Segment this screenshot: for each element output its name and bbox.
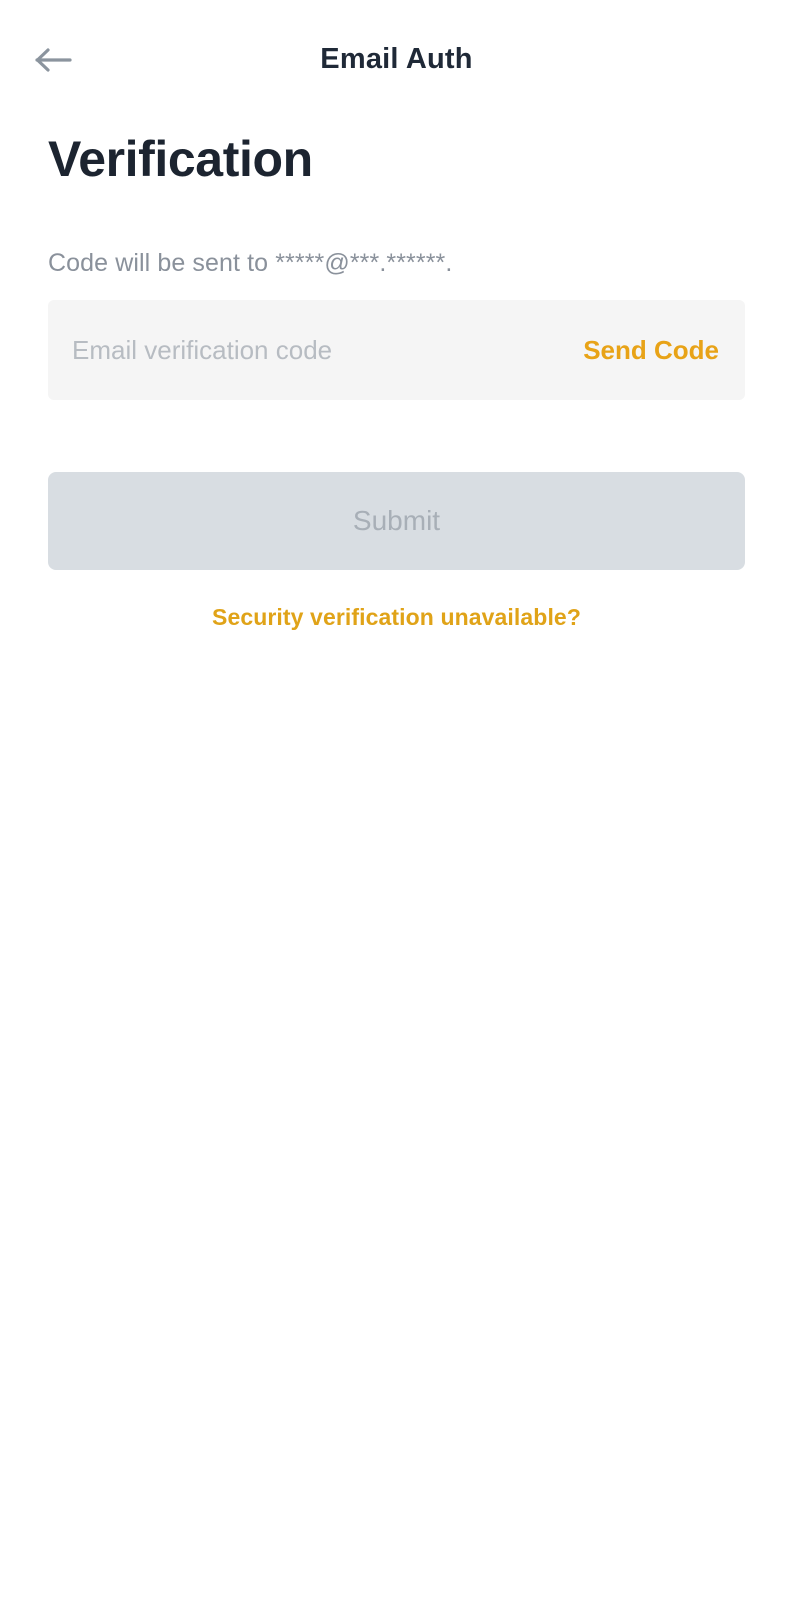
verification-code-input[interactable] (72, 300, 565, 400)
verification-code-field[interactable] (48, 300, 745, 400)
send-code-button[interactable]: Send Code (583, 334, 719, 365)
submit-button[interactable]: Submit (48, 472, 745, 570)
code-destination-hint: Code will be sent to *****@***.******. (48, 249, 453, 277)
header-title: Email Auth (320, 42, 473, 75)
app-header (0, 0, 793, 118)
back-button[interactable] (30, 38, 78, 82)
page-title: Verification (48, 131, 313, 187)
arrow-left-icon (34, 45, 74, 75)
security-verification-unavailable-link[interactable]: Security verification unavailable? (212, 604, 581, 630)
